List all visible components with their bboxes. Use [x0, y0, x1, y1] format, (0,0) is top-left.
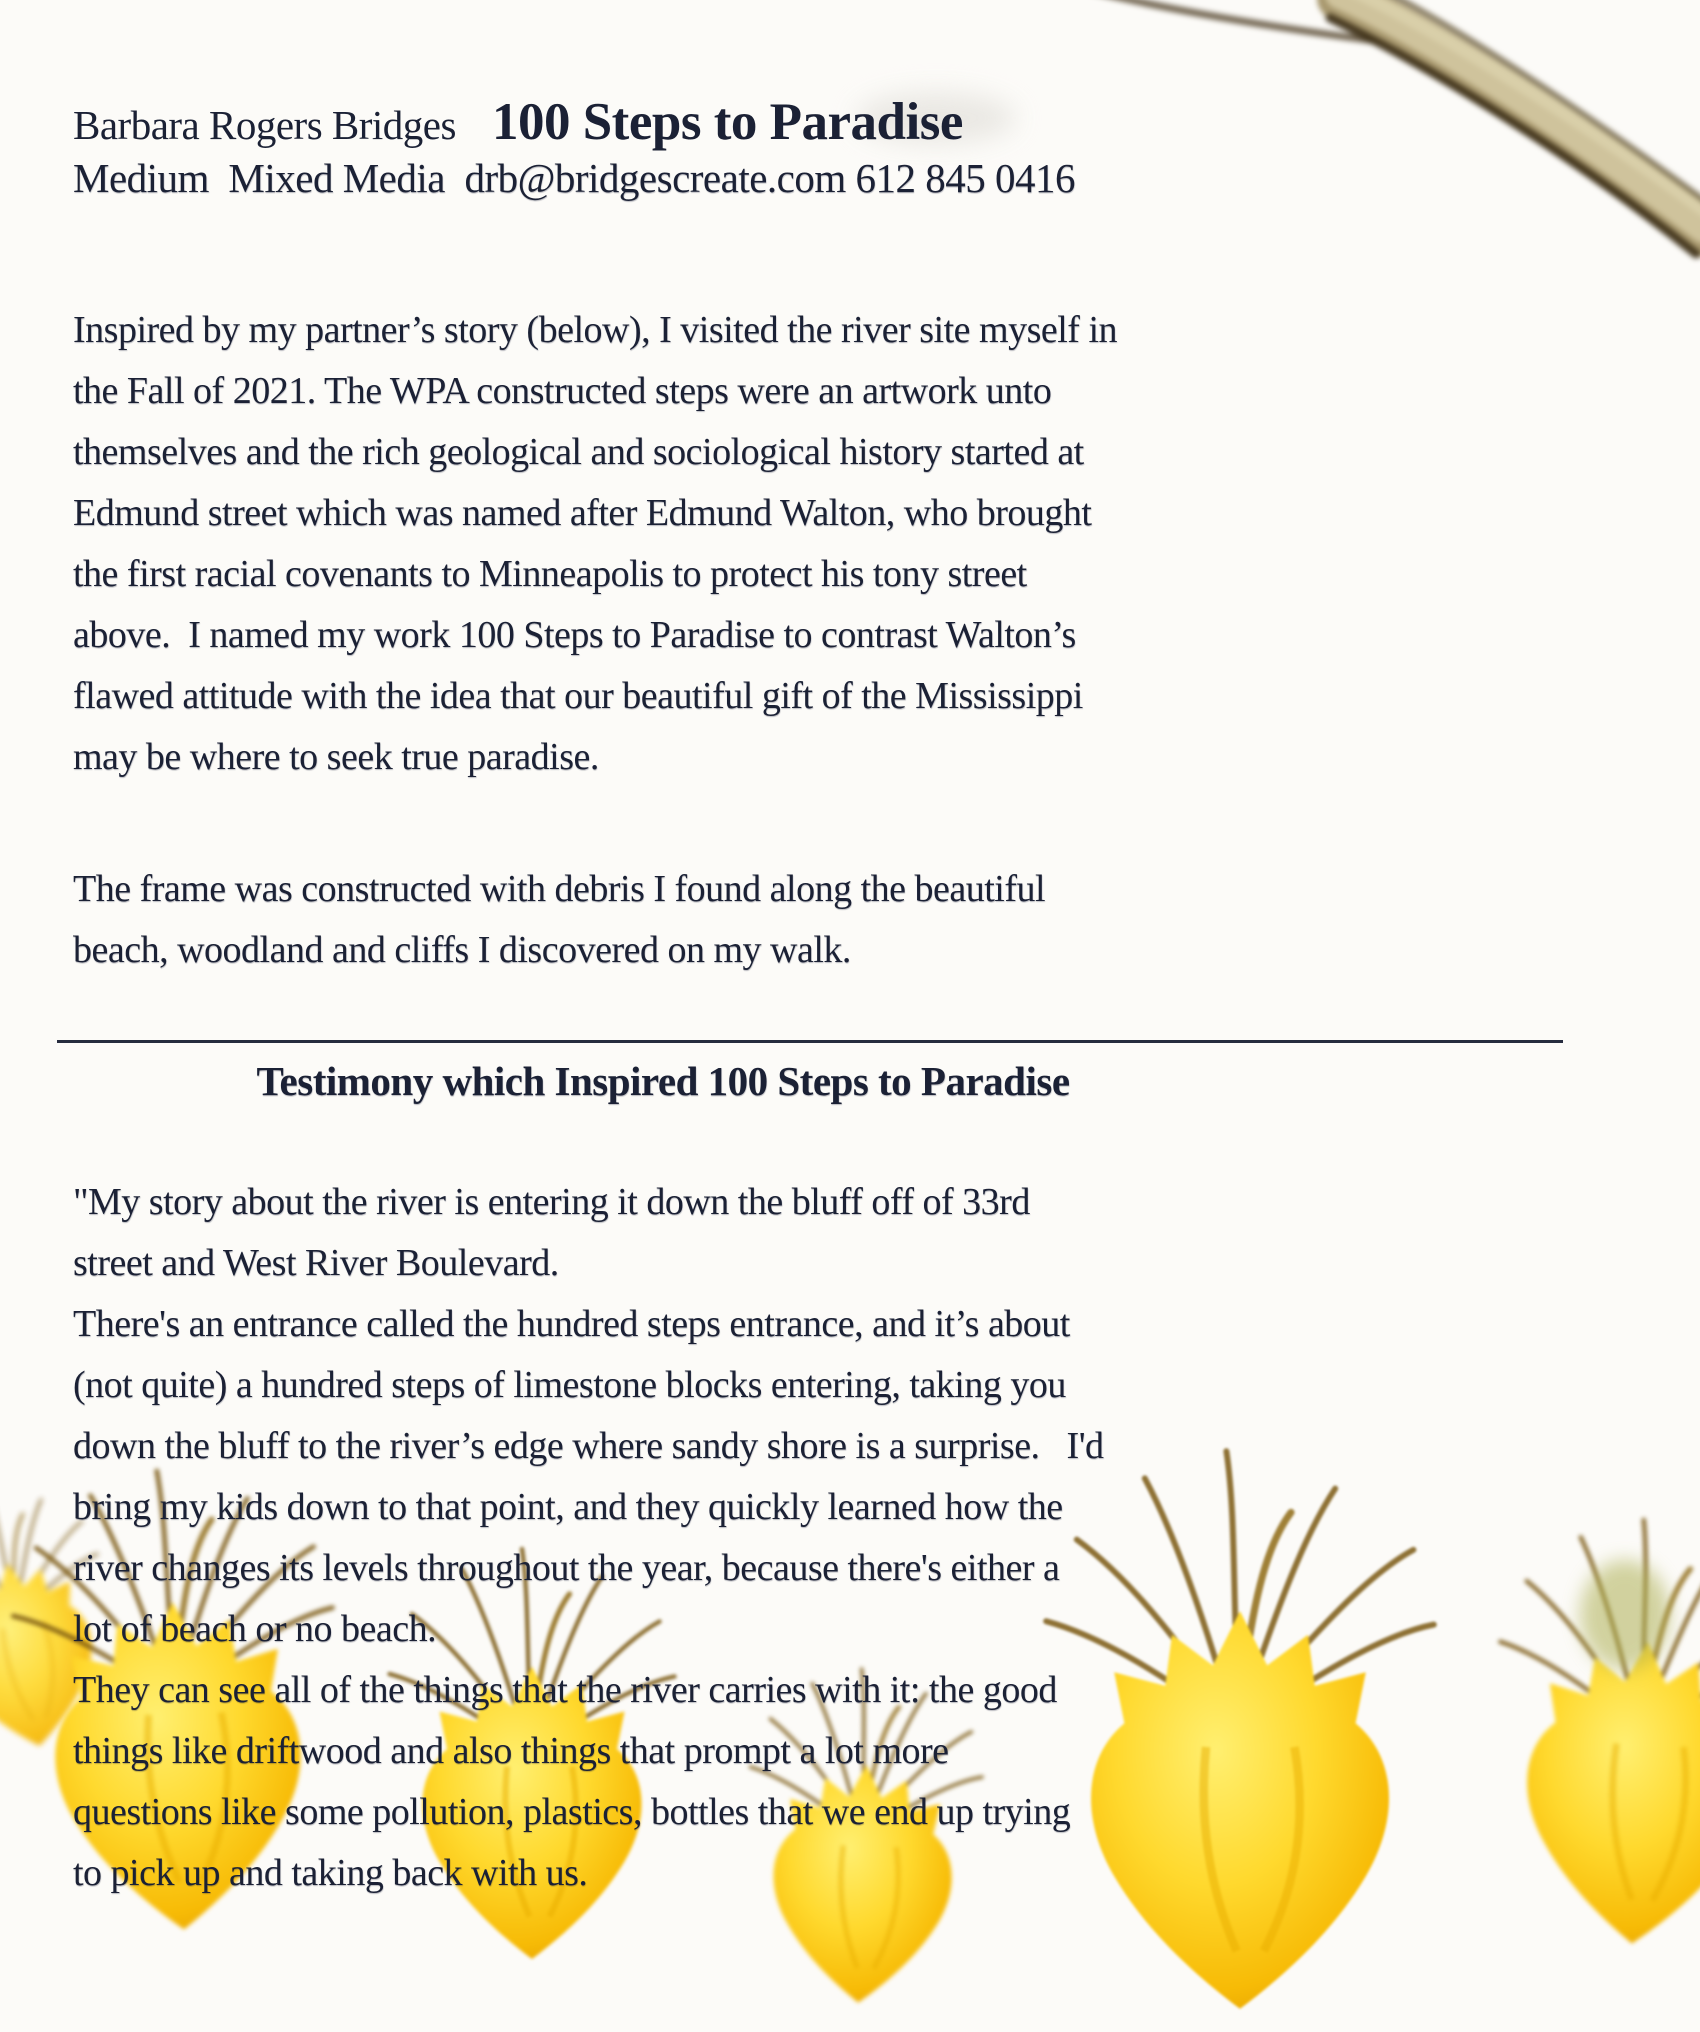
intro-paragraph — [73, 300, 1573, 788]
text-line: the Fall of 2021. The WPA constructed steps were an artwork unto — [73, 370, 1052, 412]
text-line: things like driftwood and also things that prompt a lot more — [73, 1730, 949, 1772]
text-line: The frame was constructed with debris I found along the beautiful — [73, 868, 1046, 910]
frame-paragraph — [73, 859, 1573, 981]
text-line: (not quite) a hundred steps of limestone blocks entering, taking you — [73, 1364, 1066, 1406]
text-line: They can see all of the things that the river carries with it: the good — [73, 1669, 1057, 1711]
text-line: There's an entrance called the hundred steps entrance, and it’s about — [73, 1303, 1070, 1345]
contact-text: Medium Mixed Media drb@bridgescreate.com 612 845 0416 — [73, 155, 1076, 201]
text-line: above. I named my work 100 Steps to Paradise to contrast Walton’s — [73, 614, 1076, 656]
text-line: themselves and the rich geological and sociological history started at — [73, 431, 1084, 473]
artwork-title: 100 Steps to Paradise — [491, 93, 963, 151]
artist-name: Barbara Rogers Bridges — [73, 102, 456, 148]
testimony-heading: Testimony which Inspired 100 Steps to Paradise — [256, 1058, 1070, 1104]
text-line: flawed attitude with the idea that our beautiful gift of the Mississippi — [73, 675, 1083, 717]
text-line: may be where to seek true paradise. — [73, 736, 599, 778]
testimony-paragraph — [73, 1172, 1573, 1904]
text-line: Inspired by my partner’s story (below), I visited the river site myself in — [73, 309, 1117, 351]
text-line: beach, woodland and cliffs I discovered on my walk. — [73, 929, 851, 971]
text-line: river changes its levels throughout the year, because there's either a — [73, 1547, 1060, 1589]
text-line: bring my kids down to that point, and they quickly learned how the — [73, 1486, 1063, 1528]
contact-line — [73, 150, 1573, 206]
section-divider — [57, 1040, 1563, 1043]
text-line: lot of beach or no beach. — [73, 1608, 437, 1650]
text-line: the first racial covenants to Minneapolis to protect his tony street — [73, 553, 1027, 595]
text-line: Edmund street which was named after Edmund Walton, who brought — [73, 492, 1092, 534]
text-line: down the bluff to the river’s edge where sandy shore is a surprise. I'd — [73, 1425, 1104, 1467]
text-line: street and West River Boulevard. — [73, 1242, 559, 1284]
text-line: to pick up and taking back with us. — [73, 1852, 588, 1894]
text-line: questions like some pollution, plastics, bottles that we end up trying — [73, 1791, 1071, 1833]
text-line: "My story about the river is entering it down the bluff off of 33rd — [73, 1181, 1030, 1223]
